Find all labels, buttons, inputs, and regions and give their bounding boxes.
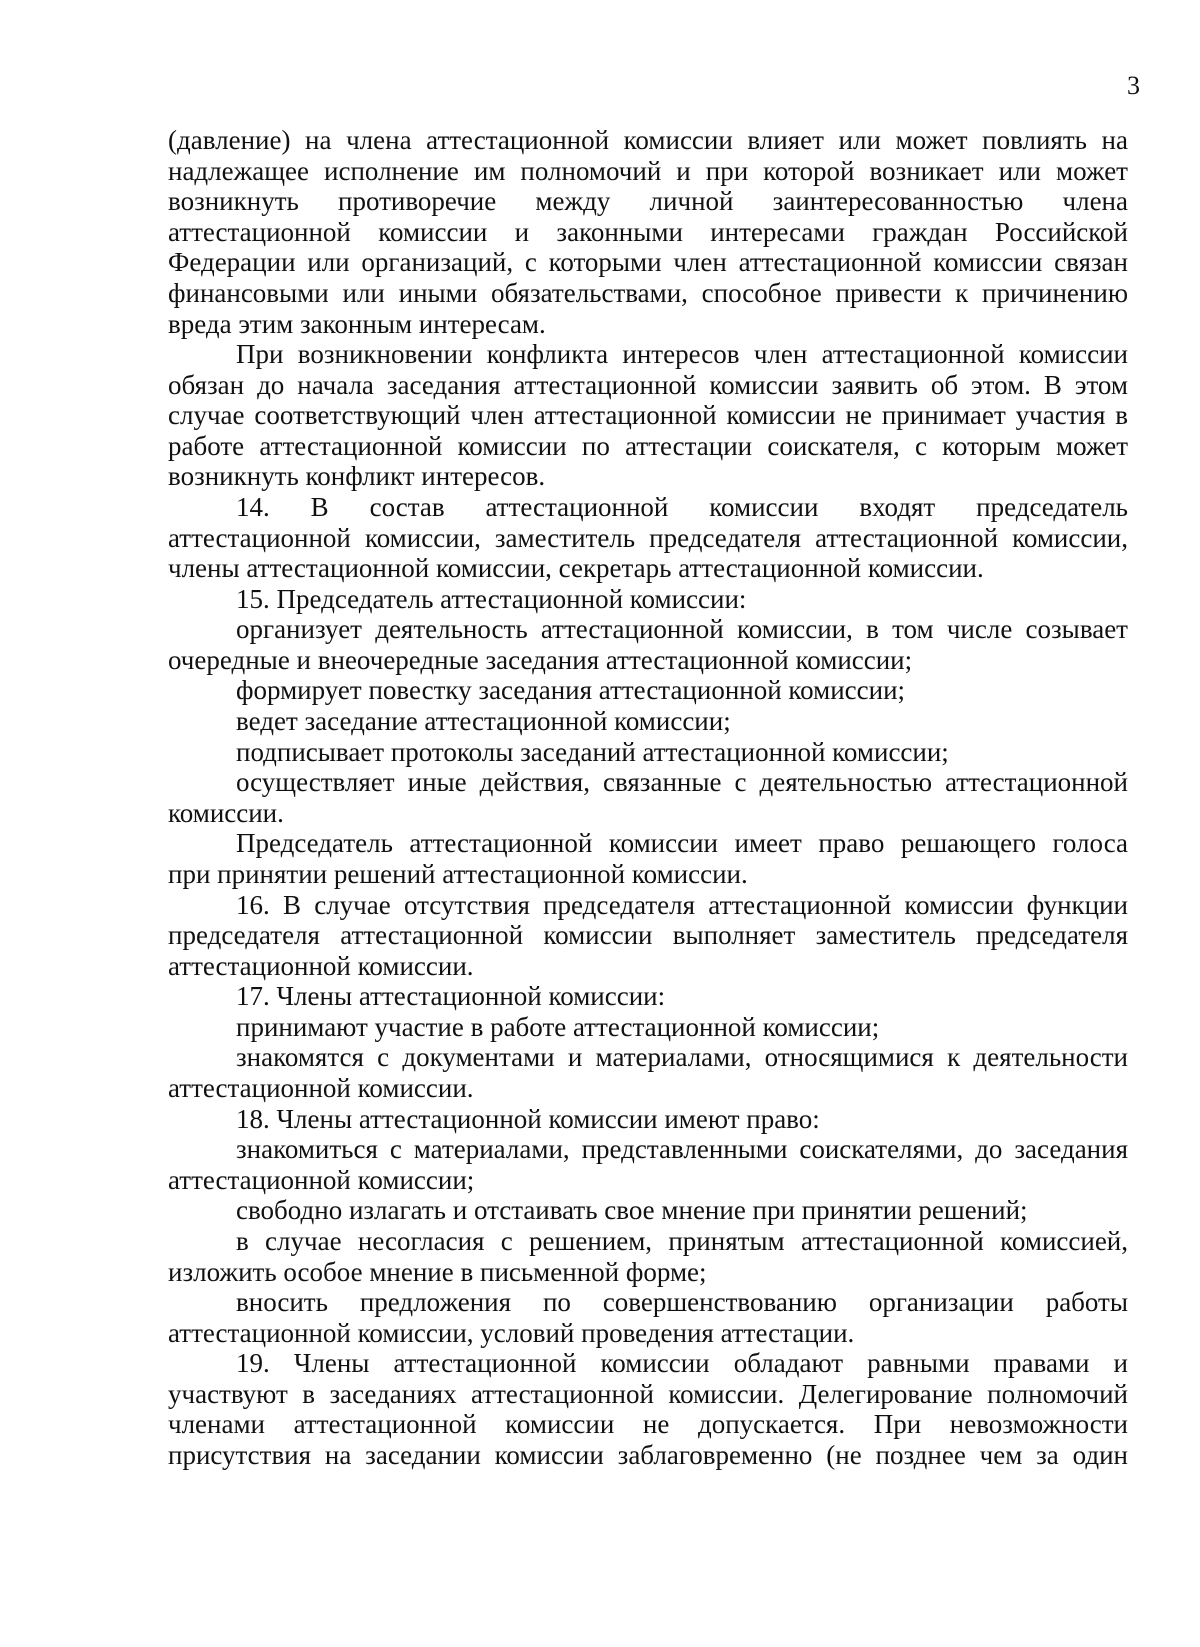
text-line: 17. Члены аттестационной комиссии: — [236, 981, 666, 1012]
text-line: аттестационной комиссии. — [168, 1073, 474, 1103]
text-line: комиссии. — [168, 797, 284, 828]
text-line: финансовыми или иными обязательствами, способное привести к причинению — [168, 277, 1128, 308]
text-line: 18. Члены аттестационной комиссии имеют право: — [236, 1103, 820, 1134]
text-line: 16. В случае отсутствия председателя аттестационной комиссии функции — [236, 889, 1128, 920]
text-line: вносить предложения по совершенствованию организации работы — [236, 1287, 1128, 1317]
text-line: формирует повестку заседания аттестационной комиссии; — [236, 675, 906, 706]
text-line: знакомиться с материалами, представленными соискателями, до заседания — [236, 1134, 1128, 1165]
text-line: 15. Председатель аттестационной комиссии: — [236, 583, 747, 614]
text-line: свободно излагать и отстаивать свое мнение при принятии решений; — [236, 1195, 1028, 1226]
text-line: надлежащее исполнение им полномочий и при которой возникает или может — [168, 155, 1128, 186]
text-line: Председатель аттестационной комиссии имеет право решающего голоса — [236, 828, 1128, 859]
text-line: 14. В состав аттестационной комиссии входят председатель — [236, 492, 1128, 522]
page-number: 3 — [1127, 71, 1140, 100]
text-line: обязан до начала заседания аттестационной комиссии заявить об этом. В этом — [168, 369, 1128, 400]
text-line: председателя аттестационной комиссии выполняет заместитель председателя — [168, 920, 1128, 951]
text-line: изложить особое мнение в письменной форме; — [168, 1256, 707, 1287]
text-line: в случае несогласия с решением, принятым аттестационной комиссией, — [236, 1225, 1128, 1256]
text-line: ведет заседание аттестационной комиссии; — [236, 706, 731, 736]
text-line: (давление) на члена аттестационной комиссии влияет или может повлиять на — [168, 125, 1128, 155]
text-line: работе аттестационной комиссии по аттестации соискателя, с которым может — [168, 430, 1128, 461]
text-line: членами аттестационной комиссии не допускается. При невозможности — [168, 1409, 1128, 1440]
text-line: аттестационной комиссии. — [168, 950, 474, 981]
text-line: аттестационной комиссии, условий проведения аттестации. — [168, 1317, 855, 1348]
text-line: при принятии решений аттестационной комиссии. — [168, 858, 748, 889]
text-line: аттестационной комиссии, заместитель председателя аттестационной комиссии, — [168, 522, 1128, 553]
text-line: присутствия на заседании комиссии заблаговременно (не позднее чем за один — [168, 1439, 1128, 1470]
text-line: Федерации или организаций, с которыми член аттестационной комиссии связан — [168, 247, 1128, 278]
text-line: аттестационной комиссии и законными интересами граждан Российской — [168, 216, 1128, 247]
text-line: 19. Члены аттестационной комиссии обладают равными правами и — [236, 1348, 1128, 1379]
text-line: участвуют в заседаниях аттестационной комиссии. Делегирование полномочий — [168, 1378, 1128, 1409]
text-line: знакомятся с документами и материалами, относящимися к деятельности — [236, 1042, 1128, 1073]
text-line: осуществляет иные действия, связанные с деятельностью аттестационной — [236, 767, 1128, 798]
text-line: организует деятельность аттестационной комиссии, в том числе созывает — [236, 614, 1128, 645]
text-line: очередные и внеочередные заседания аттестационной комиссии; — [168, 644, 913, 675]
text-line: возникнуть конфликт интересов. — [168, 461, 546, 492]
text-line: аттестационной комиссии; — [168, 1164, 475, 1195]
text-line: При возникновении конфликта интересов член аттестационной комиссии — [236, 339, 1128, 370]
text-line: члены аттестационной комиссии, секретарь аттестационной комиссии. — [168, 553, 984, 584]
text-line: принимают участие в работе аттестационной комиссии; — [236, 1011, 880, 1042]
text-line: случае соответствующий член аттестационной комиссии не принимает участия в — [168, 400, 1128, 431]
text-line: вреда этим законным интересам. — [168, 308, 546, 339]
text-line: подписывает протоколы заседаний аттестационной комиссии; — [236, 736, 949, 767]
text-line: возникнуть противоречие между личной заинтересованностью члена — [168, 186, 1128, 217]
